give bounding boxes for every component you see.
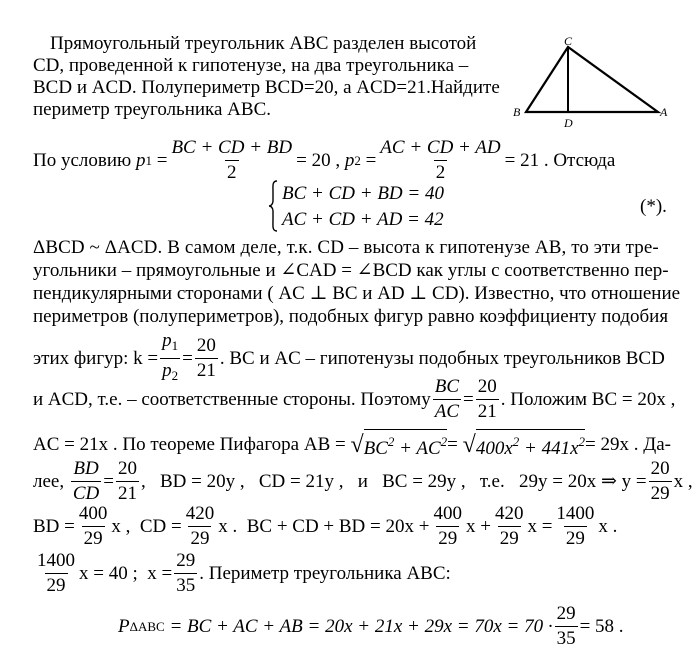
problem-line-1: Прямоугольный треугольник ABC разделен высотой [50,33,477,54]
eq-middle: x = 40 ; x = [79,562,173,584]
p2-subscript: 2 [354,152,361,168]
y-fraction [649,458,672,505]
bd-cd-numerator: BD [73,458,99,479]
problem-line-3: BCD и ACD. Полупериметр BCD=20, а ACD=21.Найдите [33,77,500,98]
bd-cd-middle: , BD = 20y , CD = 21y , и BC = 29y , т.е. 29y = 20x ⇒ y = [140,470,647,492]
triangle-figure [505,30,695,135]
ratio-eq: = [463,388,474,410]
label-d: D [564,116,573,130]
sum-denominator-3: 29 [565,528,585,549]
ratio-value-fraction [476,376,499,423]
system-tag: (*). [640,196,667,217]
sum-fraction-2 [493,503,526,550]
ratio-value-denominator: 21 [477,401,497,422]
ratio-suffix: . Положим BC = 20x , [500,388,676,410]
bd-cd-value-fraction [116,458,139,505]
pythagoras-prefix: AC = 21x . По теореме Пифагора AB = [33,433,346,455]
bd-cd-fraction [71,458,101,505]
sum-plus: x + [465,515,491,537]
bd-cd-eq: = [103,470,114,492]
bd-cd-line [33,458,693,505]
k-prefix: этих фигур: k = [33,347,159,369]
p2-symbol: p [344,149,355,171]
p1-symbol: p [135,149,146,171]
bd-cd-value-numerator: 20 [117,458,137,479]
bd-value-fraction [77,503,110,550]
bd-eq-prefix: BD = [33,515,75,537]
y-suffix: x , [673,470,693,492]
sqrt-sign-1: √ [350,431,364,458]
sum-numerator-2: 420 [494,503,524,524]
y-numerator: 20 [650,458,670,479]
p2-fraction [378,137,502,184]
x-numerator: 29 [176,550,196,571]
ratio-numerator: BC [434,376,459,397]
cd-value-numerator: 420 [185,503,215,524]
problem-line-4: периметр треугольника ABC. [33,99,272,120]
eq-denominator: 29 [46,575,66,596]
eq-numerator: 1400 [37,550,75,571]
condition-prefix: По условию [33,149,132,171]
p1-fraction [169,137,294,184]
k-suffix: . BC и AC – гипотенузы подобных треугольников BCD [219,347,665,369]
similarity-line-3: пендикулярными сторонами ( AC ⊥ BC и AD ⊥ CD). Известно, что отношение [33,283,681,304]
bd-cd-denominator: CD [72,483,100,504]
system-brace [268,180,278,232]
eq-fraction [35,550,77,597]
sum-fraction-1 [431,503,464,550]
sum-denominator-2: 29 [499,528,519,549]
sum-line [33,503,617,550]
perimeter-subscript: ΔABC [129,618,165,634]
perimeter-denominator: 35 [556,628,576,649]
triangle-abc [526,47,658,112]
bd-value-numerator: 400 [78,503,108,524]
bd-value-denominator: 29 [83,528,103,549]
k-value-numerator: 20 [196,335,216,356]
ratio-fraction [433,376,461,423]
label-c: C [564,34,573,48]
perimeter-line [118,603,624,650]
k-numerator: $p_1$ [162,330,179,353]
system-eq-1: BC + CD + BD = 40 [282,183,444,204]
p2-rhs: = 21 . Отсюда [504,149,616,171]
perimeter-expression: = BC + AC + AB = 20x + 21x + 29x = 70x = 70 · [164,615,553,637]
p1-subscript: 1 [145,152,152,168]
cd-part: x , CD = [111,515,182,537]
label-a: A [660,105,668,119]
equation-x-line [33,550,451,597]
p2-numerator: AC + CD + AD [380,137,501,158]
sum-denominator-1: 29 [438,528,458,549]
sum-numerator-1: 400 [433,503,462,524]
sum-numerator-3: 1400 [556,503,595,524]
x-denominator: 35 [176,575,196,596]
pythagoras-suffix: = 29x . Да- [585,433,671,455]
sqrt-content-2: $400x^2 + 441x^2$ [476,429,585,460]
ratio-denominator: AC [434,401,459,422]
pythagoras-line [33,429,671,460]
k-value-denominator: 21 [196,360,216,381]
sqrt-sign-2: √ [462,431,476,458]
sum-eq: x = [527,515,553,537]
cd-value-denominator: 29 [190,528,210,549]
condition-line: По условию p 1 = $\frac{BC + CD + BD}{2}$ = 20 , p 2 = $\frac{AC + CD + AD}{2}$ = 21 . Отсюда [33,137,616,183]
label-b: B [513,105,521,119]
pythagoras-eq: = [447,433,458,455]
eq-end: . Периметр треугольника ABC: [199,562,451,584]
problem-line-2: CD, проведенной к гипотенузе, на два треугольника – [33,55,469,76]
k-eq: = [182,347,193,369]
p1-numerator: BC + CD + BD [171,137,293,158]
perimeter-symbol: P [118,615,130,637]
perimeter-numerator: 29 [556,603,576,624]
p1-denominator: 2 [227,162,237,183]
k-denominator: $p_2$ [160,358,180,387]
p1-rhs: = 20 , [296,149,341,171]
sum-end: x . [598,515,618,537]
perimeter-end: = 58 . [579,615,624,637]
perimeter-fraction [555,603,578,650]
y-denominator: 29 [650,483,670,504]
x-fraction [174,550,197,597]
ratio-line [33,376,675,423]
similarity-line-2: угольники – прямоугольные и ∠CAD = ∠BCD как углы с соответственно пер- [33,260,669,281]
similarity-line-4: периметров (полупериметров), подобных фигур равно коэффициенту подобия [33,306,669,327]
system-eq-2: AC + CD + AD = 42 [282,209,444,230]
ratio-value-numerator: 20 [477,376,497,397]
ratio-prefix: и ACD, т.е. – соответственные стороны. Поэтому [33,388,431,410]
sqrt-content-1: $BC^2 + AC^2$ [364,429,448,460]
sum-fraction-3 [554,503,596,550]
sum-part: x . BC + CD + BD = 20x + [218,515,430,537]
cd-value-fraction [184,503,217,550]
bd-cd-value-denominator: 21 [117,483,137,504]
k-value-fraction [195,335,218,382]
p2-denominator: 2 [435,162,446,183]
lee-word: лее, [33,470,65,492]
similarity-line-1: ΔBCD ~ ΔACD. В самом деле, т.к. CD – высота к гипотенузе AB, то эти тре- [33,237,659,258]
